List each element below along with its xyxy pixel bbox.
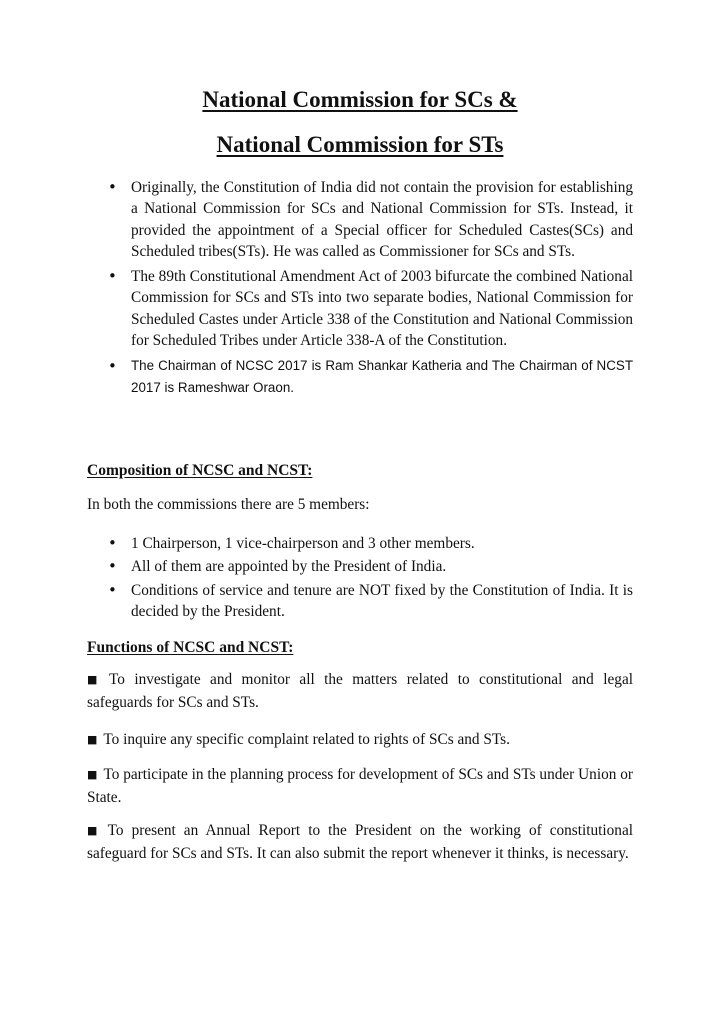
composition-bullet-appointment: • All of them are appointed by the President of India. <box>108 556 633 577</box>
square-bullet-icon: ■ <box>87 824 102 837</box>
functions-heading: Functions of NCSC and NCST: <box>87 639 294 656</box>
function-item-inquire <box>87 729 633 752</box>
composition-bullet-members: • 1 Chairperson, 1 vice-chairperson and 3 other members. <box>108 533 633 554</box>
function-item-text: To participate in the planning process for development of SCs and STs under Union or State. <box>87 766 633 806</box>
intro-bullet-chairman: • The Chairman of NCSC 2017 is Ram Shankar Katheria and The Chairman of NCST 2017 is Rameshwar Oraon. <box>108 355 633 399</box>
function-item-text: To present an Annual Report to the President on the working of constitutional safeguard for SCs and STs. It can also submit the report whenever it thinks, is necessary. <box>87 822 633 862</box>
intro-bullet-amendment: • The 89th Constitutional Amendment Act of 2003 bifurcate the combined National Commission for SCs and STs into two separate bodies, National Commission for Scheduled Castes under Article 338 of the Constitution and National Commission for Scheduled Tribes under Article 338-A of the Constitution. <box>108 266 633 351</box>
function-item-investigate <box>87 669 633 713</box>
square-bullet-icon: ■ <box>87 768 98 781</box>
composition-bullet-list <box>108 533 633 622</box>
page-title-line-1: National Commission for SCs & <box>202 87 518 112</box>
function-item-participate <box>87 764 633 808</box>
composition-heading: Composition of NCSC and NCST: <box>87 462 313 479</box>
square-bullet-icon: ■ <box>87 673 103 686</box>
function-item-text: To inquire any specific complaint related to rights of SCs and STs. <box>103 731 510 748</box>
page-title-line-2: National Commission for STs <box>216 132 504 157</box>
intro-bullet-list <box>108 177 633 399</box>
function-item-text: To investigate and monitor all the matters related to constitutional and legal safeguards for SCs and STs. <box>87 671 633 711</box>
composition-intro: In both the commissions there are 5 members: <box>87 496 370 513</box>
square-bullet-icon: ■ <box>87 733 98 746</box>
function-item-report <box>87 820 633 864</box>
composition-bullet-tenure: • Conditions of service and tenure are NOT fixed by the Constitution of India. It is decided by the President. <box>108 580 633 623</box>
intro-bullet-origin: • Originally, the Constitution of India did not contain the provision for establishing a National Commission for SCs and National Commission for STs. Instead, it provided the appointment of a Special officer for Scheduled Castes(SCs) and Scheduled tribes(STs). He was called as Commissioner for SCs and STs. <box>108 177 633 262</box>
